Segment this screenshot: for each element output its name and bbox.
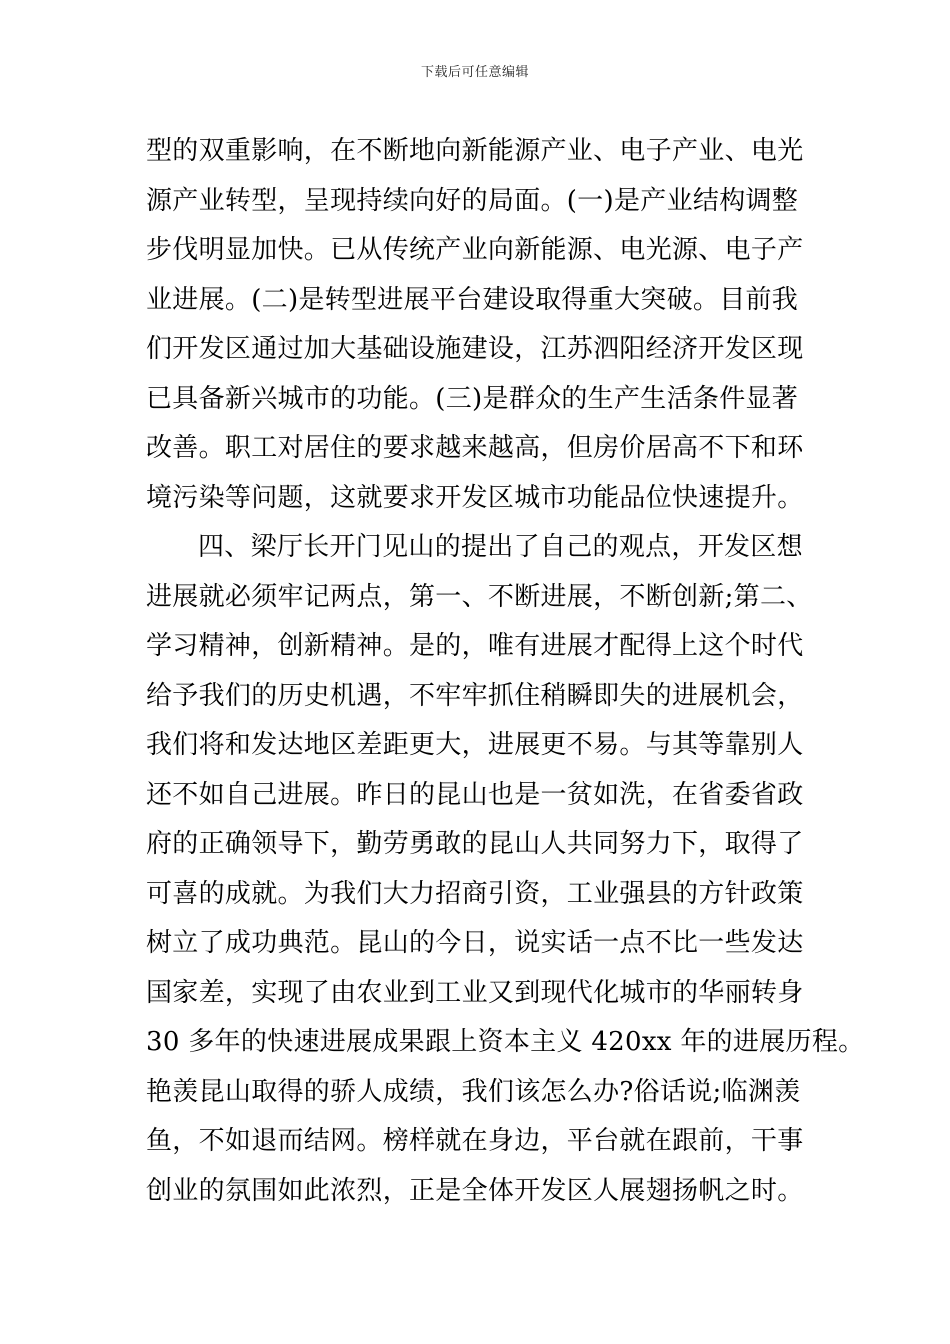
body-line: 改善。职工对居住的要求越来越高，但房价居高不下和环 [146,433,804,463]
body-line: 境污染等问题，这就要求开发区城市功能品位快速提升。 [146,482,804,513]
body-line: 源产业转型，呈现持续向好的局面。(一)是产业结构调整 [146,185,799,216]
body-line: 业进展。(二)是转型进展平台建设取得重大突破。目前我 [146,284,799,315]
body-line: 进展就必须牢记两点，第一、不断进展，不断创新;第二、 [146,581,813,612]
body-line: 国家差，实现了由农业到工业又到现代化城市的华丽转身 [146,977,804,1008]
body-line: 创业的氛围如此浓烈，正是全体开发区人展翅扬帆之时。 [146,1175,804,1206]
document-body [146,127,865,1216]
body-line: 学习精神，创新精神。是的，唯有进展才配得上这个时代 [146,631,804,661]
body-line: 我们将和发达地区差距更大，进展更不易。与其等靠别人 [146,730,804,760]
body-line: 艳羡昆山取得的骄人成绩，我们该怎么办?俗话说;临渊羡 [146,1076,801,1107]
body-line: 型的双重影响，在不断地向新能源产业、电子产业、电光 [146,136,804,166]
body-line: 们开发区通过加大基础设施建设，江苏泗阳经济开发区现 [146,334,804,364]
body-line: 还不如自己进展。昨日的昆山也是一贫如洗，在省委省政 [146,779,804,810]
body-line: 鱼，不如退而结网。榜样就在身边，平台就在跟前，干事 [146,1126,804,1156]
body-line: 给予我们的历史机遇，不牢牢抓住稍瞬即失的进展机会， [146,680,804,711]
body-line: 已具备新兴城市的功能。(三)是群众的生产生活条件显著 [146,383,799,414]
body-line: 30 多年的快速进展成果跟上资本主义 420xx 年的进展历程。 [146,1027,865,1057]
body-line: 步伐明显加快。已从传统产业向新能源、电光源、电子产 [146,235,804,265]
body-line: 府的正确领导下，勤劳勇敢的昆山人共同努力下，取得了 [146,829,804,859]
body-line: 树立了成功典范。昆山的今日，说实话一点不比一些发达 [146,928,804,958]
paragraph-first-line: 四、梁厅长开门见山的提出了自己的观点，开发区想 [198,532,803,562]
body-line: 可喜的成就。为我们大力招商引资，工业强县的方针政策 [146,878,804,909]
page-header: 下载后可任意编辑 [420,65,529,80]
